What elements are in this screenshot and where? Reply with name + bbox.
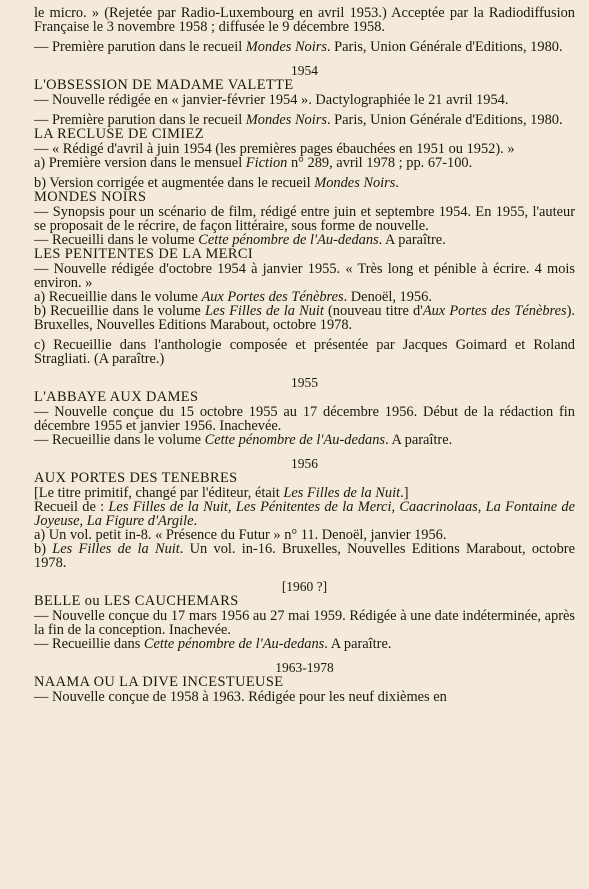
entry-paragraph: — Nouvelle rédigée en « janvier-février 1954 ». Dactylographiée le 21 avril 1954. xyxy=(34,92,509,108)
year-heading: 1954 xyxy=(291,63,318,78)
entry-paragraph: — Synopsis pour un scénario de film, rédigé entre juin et septembre 1954. En 1955, l'auteur se proposait de le récrire, de façon littéraire, sous forme de nouvelle. xyxy=(34,204,575,234)
entry-paragraph: Recueil de : Les Filles de la Nuit, Les Pénitentes de la Merci, Caacrinolaas, La Fontaine de Joyeuse, La Figure d'Argile. xyxy=(34,499,575,529)
entry-paragraph: — Nouvelle rédigée d'octobre 1954 à janvier 1955. « Très long et pénible à écrire. 4 mois environ. » xyxy=(34,261,575,291)
entry-title: MONDES NOIRS xyxy=(34,189,147,205)
entry-paragraph: — Recueilli dans le volume Cette pénombre de l'Au-dedans. A paraître. xyxy=(34,232,446,248)
entry-paragraph: b) Les Filles de la Nuit. Un vol. in-16. Bruxelles, Nouvelles Editions Marabout, octobre 1978. xyxy=(34,541,575,571)
entry-title: NAAMA OU LA DIVE INCESTUEUSE xyxy=(34,674,284,690)
entry-title: L'OBSESSION DE MADAME VALETTE xyxy=(34,77,294,93)
entry-paragraph: — Première parution dans le recueil Mondes Noirs. Paris, Union Générale d'Editions, 1980. xyxy=(34,112,563,128)
year-heading: 1963-1978 xyxy=(275,660,334,675)
entry-paragraph: c) Recueillie dans l'anthologie composée et présentée par Jacques Goimard et Roland Stragliati. (A paraître.) xyxy=(34,337,575,367)
year-heading: 1955 xyxy=(291,375,318,390)
entry-paragraph: — « Rédigé d'avril à juin 1954 (les premières pages ébauchées en 1951 ou 1952). » xyxy=(34,141,515,157)
entry-title: AUX PORTES DES TENEBRES xyxy=(34,470,238,486)
year-heading: [1960 ?] xyxy=(281,579,328,594)
entry-title: LES PENITENTES DE LA MERCI xyxy=(34,246,254,262)
entry-paragraph: a) Première version dans le mensuel Fiction n° 289, avril 1978 ; pp. 67-100. xyxy=(34,155,473,171)
entry-paragraph: — Recueillie dans Cette pénombre de l'Au-dedans. A paraître. xyxy=(34,636,392,652)
entry-paragraph: le micro. » (Rejetée par Radio-Luxembourg en avril 1953.) Acceptée par la Radiodiffusion Française le 3 novembre 1958 ; diffusée le 9 décembre 1958. xyxy=(34,5,575,35)
year-heading: 1956 xyxy=(291,456,318,471)
entry-paragraph: b) Recueillie dans le volume Les Filles de la Nuit (nouveau titre d'Aux Portes des Ténèbres). Bruxelles, Nouvelles Editions Marabout, octobre 1978. xyxy=(34,303,575,333)
entry-paragraph: — Première parution dans le recueil Mondes Noirs. Paris, Union Générale d'Editions, 1980. xyxy=(34,39,563,55)
entry-paragraph: a) Un vol. petit in-8. « Présence du Futur » n° 11. Denoël, janvier 1956. xyxy=(34,527,447,543)
entry-paragraph: [Le titre primitif, changé par l'éditeur, était Les Filles de la Nuit.] xyxy=(34,485,409,501)
entry-paragraph: — Recueillie dans le volume Cette pénombre de l'Au-dedans. A paraître. xyxy=(34,432,453,448)
entry-title: BELLE ou LES CAUCHEMARS xyxy=(34,593,239,609)
entry-title: L'ABBAYE AUX DAMES xyxy=(34,389,199,405)
entry-paragraph: — Nouvelle conçue du 17 mars 1956 au 27 mai 1959. Rédigée à une date indéterminée, après la fin de la conception. Inachevée. xyxy=(34,608,575,638)
entry-paragraph: b) Version corrigée et augmentée dans le recueil Mondes Noirs. xyxy=(34,175,399,191)
entry-paragraph: — Nouvelle conçue de 1958 à 1963. Rédigée pour les neuf dixièmes en xyxy=(34,689,447,705)
entry-paragraph: — Nouvelle conçue du 15 octobre 1955 au 17 décembre 1956. Début de la rédaction fin décembre 1955 et janvier 1956. Inachevée. xyxy=(34,404,575,434)
entry-title: LA RECLUSE DE CIMIEZ xyxy=(34,126,204,142)
entry-paragraph: a) Recueillie dans le volume Aux Portes des Ténèbres. Denoël, 1956. xyxy=(34,289,432,305)
